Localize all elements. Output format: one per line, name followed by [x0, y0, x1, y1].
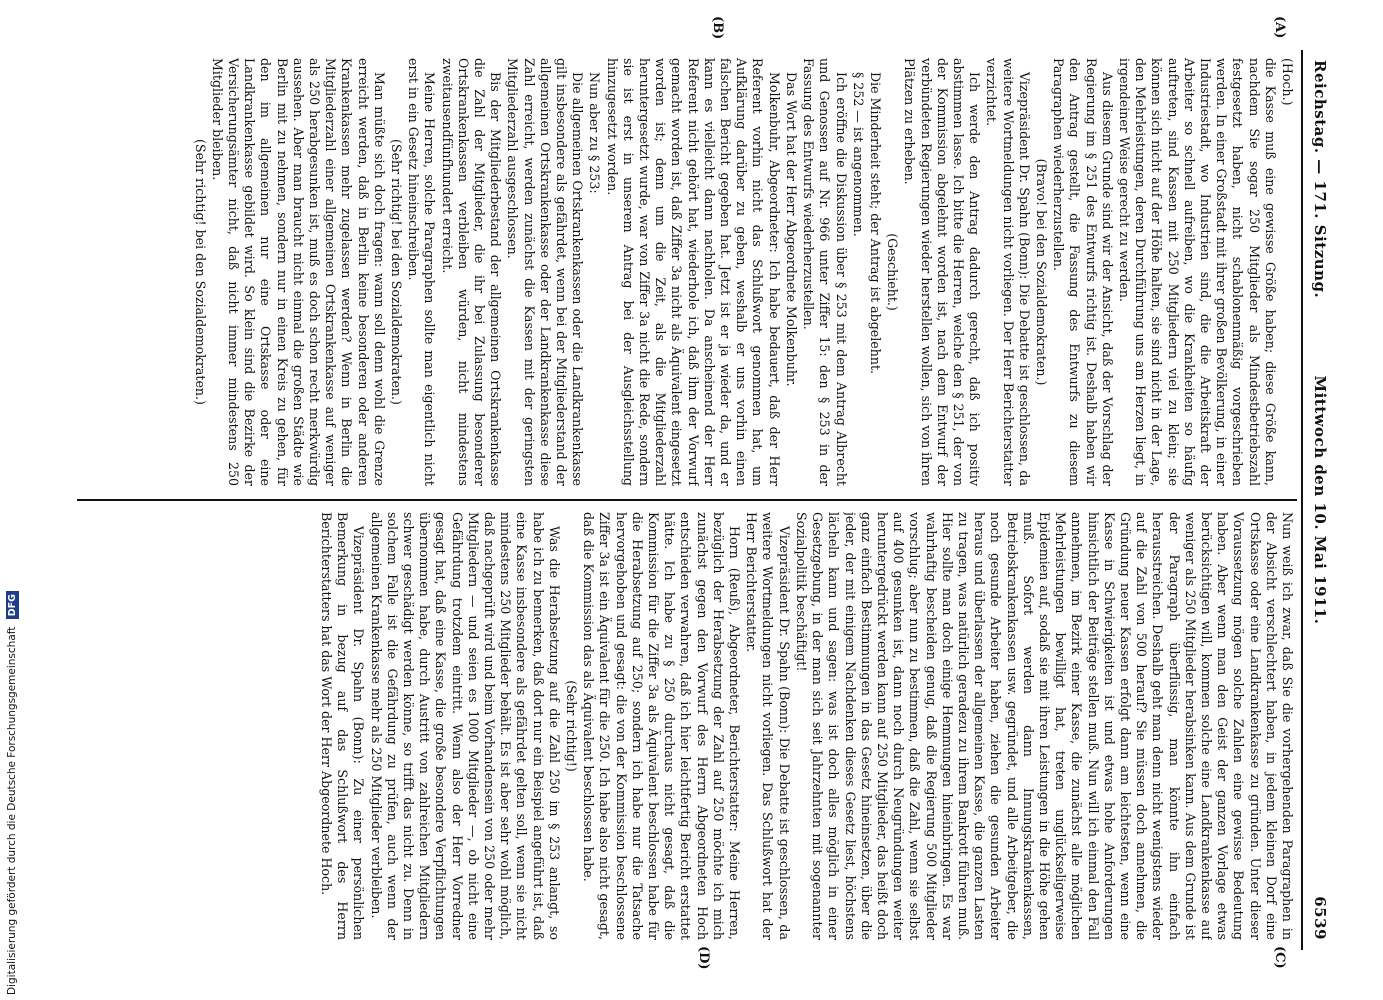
- paragraph: Man müßte sich doch fragen: wann soll denn wohl die Grenze erreicht werden, daß in Berlin keine besonderen oder anderen Krankenkassen mehr zugelassen werden? Wenn in Berlin die Mitgliederzahl einer allgemeinen Ortskrankenkasse auf weniger als 250 herabgesunken ist, muß es doch schon recht merkwürdig aussehen. Aber man braucht nicht einmal die großen Städte wie Berlin mit zu nehmen, sondern nur in einen Kreis zu gehen, für den im allgemeinen nur eine Ortskasse oder eine Landkrankenkasse gebildet wird. So klein sind die Bezirke der Versicherungsämter nicht, daß nicht immer mindestens 250 Mitglieder bleiben.: [209, 58, 387, 486]
- paragraph: (Bravo! bei den Sozialdemokraten.): [1033, 158, 1049, 386]
- paragraph: Meine Herren, solche Paragraphen sollte man eigentlich nicht erst in ein Gesetz hineinschreiben.: [406, 58, 438, 486]
- paragraph: (Geschieht.): [885, 233, 901, 311]
- header-title: Reichstag. — 171. Sitzung.: [1311, 60, 1329, 299]
- paragraph: Ich eröffne die Diskussion über § 253 mit dem Antrag Albrecht und Genossen auf Nr. 966 unter Ziffer 15: den § 253 in der Fassung des Entwurfs wiederherzustellen.: [801, 58, 849, 486]
- paragraph: Nun aber zu § 253:: [587, 72, 603, 194]
- footer-text: Digitalisierung gefördert durch die Deutsche Forschungsgemeinschaft: [6, 626, 18, 995]
- paragraph: Bis der Mitgliederbestand der allgemeinen Ortskrankenkasse die Zahl der Mitglieder, die ihr bei Zulassung besonderer Ortskrankenkassen verbleiben würden, nicht mindestens zweitausendfünfhundert erreicht.: [439, 58, 504, 486]
- paragraph: Das Wort hat der Herr Abgeordnete Molkenbuhr.: [783, 72, 799, 387]
- paragraph: (Sehr richtig!): [564, 680, 580, 772]
- paragraph: (Sehr richtig! bei den Sozialdemokraten.): [192, 139, 208, 405]
- dfg-logo: DFG: [6, 591, 19, 619]
- paragraph: § 252 — ist angenommen.: [850, 72, 866, 237]
- margin-marker-c: (C): [1272, 946, 1287, 969]
- header-rule: [1301, 50, 1303, 950]
- paragraph: (Hoch.): [1280, 58, 1295, 106]
- paragraph: Molkenbuhr, Abgeordneter: Ich habe bedauert, daß der Herr Referent vorhin nicht das Schlußwort genommen hat, um Aufklärung darüber zu geben, weshalb er uns vorhin einen falschen Bericht gegeben hat. Jetzt ist er ja wieder da, und er kann es vielleicht dann nachholen. Da anscheinend der Herr Referent nicht gehört hat, wiederhole ich, daß ihm der Vorwurf gemacht worden ist, daß Ziffer 3a nicht als Äquivalent eingesetzt worden ist; denn um die Zeit, als die Mitgliederzahl heruntergesetzt wurde, war von Ziffer 3a nicht die Rede, sondern sie ist erst in unserem Antrag bei der Ausgleichsstellung hinzugesetzt worden.: [604, 58, 782, 486]
- column-divider: [77, 499, 1297, 501]
- paragraph: Vizepräsident Dr. Spahn (Bonn): Die Debatte ist geschlossen, da weitere Wortmeldungen nicht vorliegen. Der Herr Berichterstatter verzichtet.: [984, 58, 1032, 486]
- paragraph: Ich werde den Antrag dadurch gerecht, daß ich positiv abstimmen lasse. Ich bitte die Herren, welche den § 251, der von der Kommission abgelehnt worden ist, nach dem Entwurf der verbündeten Regierungen wieder herstellen wollen, sich von ihren Plätzen zu erheben.: [902, 58, 983, 486]
- paragraph: Vizepräsident Dr. Spahn (Bonn): Zu einer persönlichen Bemerkung in bezug auf das Schlußwort des Herrn Berichterstatters hat das Wort der Herr Abgeordnete Hoch.: [319, 512, 367, 940]
- paragraph: Die allgemeinen Ortskrankenkassen oder die Landkrankenkasse gilt insbesondere als gefährdet, wenn bei der Mitgliederstand der allgemeinen Ortskrankenkasse oder der Landkrankenkasse diese Zahl erreicht, werden zunächst die Kassen mit der geringsten Mitgliederzahl ausgeschlossen.: [505, 58, 586, 486]
- right-column: [65, 512, 1295, 940]
- margin-marker-b: (B): [710, 16, 725, 40]
- page-header: [1305, 50, 1331, 950]
- paragraph: (Sehr richtig! bei den Sozialdemokraten.): [389, 139, 405, 405]
- paragraph: Nun weiß ich zwar, daß Sie die vorhergehenden Paragraphen in der Absicht verschlechtert haben, in jedem kleinen Dorf eine Ortskasse oder eine Landkrankenkasse zu gründen. Unter dieser Voraussetzung mögen solche Zahlen eine gewisse Bedeutung haben. Aber wenn man den Geist der ganzen Vorlage etwas berücksichtigen will, kommen solche eine Landkrankenkasse auf weniger als 250 Mitglieder herabsinken kann. Aus dem Grunde ist der Paragraph überflüssig, man könnte ihn einfach herausstreichen. Deshalb geht man denn nicht wenigstens wieder auf die Zahl von 500 herauf? Sie müssen doch annehmen, die Gründung neuer Kassen erfolgt dann am leichtesten, wenn eine Kasse in Schwierigkeiten ist und etwas hohe Anforderungen hinsichtlich der Beiträge stellen muß. Nun will ich einmal den Fall annehmen, im Bezirk einer Kasse, die zunächst alle möglichen Mehrleistungen bewilligt hat, treten unglückseligerweise Epidemien auf, sodaß sie mit ihren Leistungen in die Höhe gehen muß. Sofort werden dann Innungskrankenkassen, Betriebskrankenkassen usw. gegründet, und alle Arbeitgeber, die noch gesunde Arbeiter haben, ziehen die gesunden Arbeiter heraus und überlassen der allgemeinen Kasse, die ganzen Lasten zu tragen, was natürlich geradezu zu ihrem Bankrott führen muß. Hier sollte man doch einige Hemmungen hineinbringen. Es war wahrhaftig bescheiden genug, daß die Regierung 500 Mitglieder vorschlug; aber nun zu bestimmen, daß die Zahl, wenn sie selbst auf 400 gesunken ist, dann noch durch Neugründungen weiter heruntergedrückt werden kann auf 250 Mitglieder, das heißt doch ganz einfach Bestimmungen in das Gesetz hineinsetzen, über die jeder, der mit einigem Nachdenken dieses Gesetz liest, höchstens lächeln kann und sagen: was ist doch alles möglich in einer Gesetzgebung, in der man sich seit Jahrzehnten mit sogenannter Sozialpolitik beschäftigt!: [793, 512, 1295, 940]
- scanned-page: [51, 16, 1331, 970]
- paragraph: Vizepräsident Dr. Spahn (Bonn): Die Debatte ist geschlossen, da weitere Wortmeldungen nicht vorliegen. Das Schlußwort hat der Herr Berichterstatter.: [744, 512, 792, 940]
- paragraph: Die Minderheit steht; der Antrag ist abgelehnt.: [867, 72, 883, 375]
- margin-marker-a: (A): [1272, 16, 1287, 39]
- margin-marker-d: (D): [696, 946, 711, 970]
- paragraph: Was die Herabsetzung auf die Zahl 250 im § 253 anlangt, so habe ich zu bemerken, daß dort nur ein Beispiel angeführt ist, daß eine Kasse insbesondere als gefährdet gelten soll, wenn sie nicht mindestens 250 Mitglieder behält. Es ist aber sehr wohl möglich, daß nachgeprüft wird und beim Vorhandensein von 250 oder mehr Mitgliedern — und seien es 1000 Mitglieder —, ob nicht eine Gefährdung trotzdem eintritt. Wenn also der Herr Vorredner gesagt hat, daß eine Kasse, die große besondere Verpflichtungen übernommen habe, durch Austritt von zahlreichen Mitgliedern schwer geschädigt werden könne, so trifft das nicht zu. Denn in solchem Falle ist die Gefährdung zu prüfen, auch wenn der allgemeinen Krankenkasse mehr als 250 Mitglieder verbleiben.: [368, 512, 562, 940]
- paragraph: die Kasse muß eine gewisse Größe haben; diese Größe kann, nachdem Sie sogar 250 Mitglieder als Mindestbetriebszahl festgesetzt haben, nicht schablonenmäßig vorgeschrieben werden. In einer Großstadt mit ihrer großen Bevölkerung, in einer Industriestadt, wo Industrien sind, die die Arbeitskraft der Arbeiter so schnell aufreiben, wo die Krankheiten so häufig auftreten, sind Kassen mit 250 Mitgliedern viel zu klein; sie können sich nicht auf der Höhe halten, sie sind nicht in der Lage, den Mehrleistungen, deren Durchführung uns am Herzen liegt, in irgendeiner Weise gerecht zu werden.: [1116, 58, 1278, 486]
- paragraph: Horn (Reuß), Abgeordneter, Berichterstatter: Meine Herren, bezüglich der Herabsetzung der Zahl auf 250 möchte ich mich zunächst gegen den Vorwurf des Herrn Abgeordneten Hoch entschieden verwahren, daß ich hier leichtfertig Bericht erstattet hätte. Ich habe zu § 250 durchaus nicht gesagt, daß die Kommission für die Ziffer 3a als Äquivalent beschlossen habe für die Herabsetzung auf 250; sondern ich habe nur die Tatsache hervorgehoben und gesagt: die von der Kommission beschlossene Ziffer 3a ist ein Äquivalent für die 250. Ich habe also nicht gesagt, daß die Kommission das als Äquivalent beschlossen habe.: [581, 512, 743, 940]
- header-date: Mittwoch den 10. Mai 1911.: [1311, 375, 1329, 625]
- paragraph: Aus diesem Grunde sind wir der Ansicht, daß der Vorschlag der Regierung im § 251 des Entwurfs richtig ist. Deshalb haben wir den Antrag gestellt, die Fassung des Entwurfs zu diesem Paragraphen wiederherzustellen.: [1051, 58, 1115, 486]
- left-column: [65, 58, 1295, 486]
- page-number: 6539: [1311, 896, 1329, 940]
- footer-credit: [6, 591, 19, 995]
